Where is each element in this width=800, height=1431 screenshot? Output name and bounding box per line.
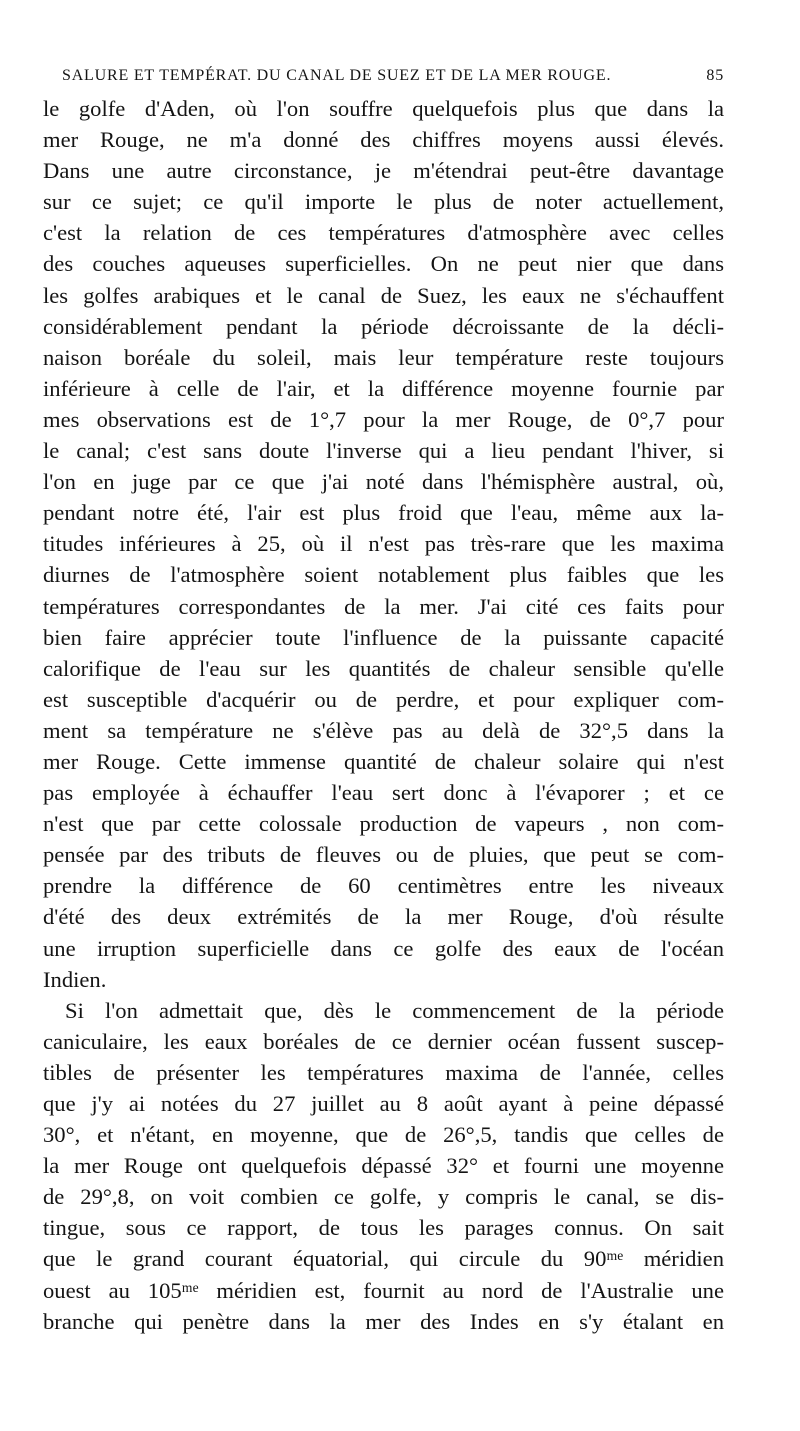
running-head bbox=[62, 64, 724, 88]
text-line: Dans une autre circonstance, je m'étendrai peut-être davantage bbox=[43, 158, 724, 184]
page-number: 85 bbox=[706, 67, 724, 84]
text-line: ment sa température ne s'élève pas au delà de 32°,5 dans la bbox=[43, 717, 724, 743]
text-line: branche qui penètre dans la mer des Indes en s'y étalant en bbox=[43, 1308, 724, 1334]
text-line: des couches aqueuses superficielles. On ne peut nier que dans bbox=[43, 251, 724, 277]
text-line: le canal; c'est sans doute l'inverse qui a lieu pendant l'hiver, si bbox=[43, 438, 724, 464]
text-line: les golfes arabiques et le canal de Suez, les eaux ne s'échauffent bbox=[43, 282, 724, 308]
text-line: que j'y ai notées du 27 juillet au 8 août ayant à peine dépassé bbox=[43, 1091, 724, 1116]
text-line: mer Rouge. Cette immense quantité de chaleur solaire qui n'est bbox=[43, 748, 724, 774]
text-line: c'est la relation de ces températures d'atmosphère avec celles bbox=[43, 220, 724, 246]
text-line: mer Rouge, ne m'a donné des chiffres moyens aussi élevés. bbox=[43, 127, 724, 153]
text-line: pensée par des tributs de fleuves ou de pluies, que peut se com- bbox=[43, 842, 724, 868]
text-line: ouest au 105ᵐᵉ méridien est, fournit au nord de l'Australie une bbox=[43, 1277, 724, 1303]
text-line: diurnes de l'atmosphère soient notablement plus faibles que les bbox=[43, 562, 724, 588]
text-line: sur ce sujet; ce qu'il importe le plus de noter actuellement, bbox=[43, 189, 724, 215]
text-line: tibles de présenter les températures maxima de l'année, celles bbox=[43, 1059, 724, 1085]
text-line: titudes inférieures à 25, où il n'est pas très-rare que les maxima bbox=[43, 531, 724, 557]
text-line: tingue, sous ce rapport, de tous les parages connus. On sait bbox=[43, 1215, 724, 1241]
text-line: une irruption superficielle dans ce golfe des eaux de l'océan bbox=[43, 935, 724, 961]
text-line: prendre la différence de 60 centimètres entre les niveaux bbox=[43, 873, 724, 899]
text-line: Si l'on admettait que, dès le commencement de la période bbox=[65, 997, 724, 1023]
text-line: est susceptible d'acquérir ou de perdre, et pour expliquer com- bbox=[43, 686, 724, 712]
text-line: bien faire apprécier toute l'influence de la puissante capacité bbox=[43, 624, 724, 650]
text-line: caniculaire, les eaux boréales de ce dernier océan fussent suscep- bbox=[43, 1028, 724, 1054]
text-line: d'été des deux extrémités de la mer Rouge, d'où résulte bbox=[43, 904, 724, 930]
text-line: inférieure à celle de l'air, et la différence moyenne fournie par bbox=[43, 375, 724, 401]
text-line: le golfe d'Aden, où l'on souffre quelquefois plus que dans la bbox=[43, 96, 724, 121]
text-line: pas employée à échauffer l'eau sert donc à l'évaporer ; et ce bbox=[43, 780, 724, 806]
text-line: mes observations est de 1°,7 pour la mer Rouge, de 0°,7 pour bbox=[43, 406, 724, 432]
body-text bbox=[43, 93, 724, 1337]
text-line: considérablement pendant la période décroissante de la décli- bbox=[43, 313, 724, 339]
text-line: pendant notre été, l'air est plus froid que l'eau, même aux la- bbox=[43, 500, 724, 526]
text-line: de 29°,8, on voit combien ce golfe, y compris le canal, se dis- bbox=[43, 1184, 724, 1210]
text-line: naison boréale du soleil, mais leur température reste toujours bbox=[43, 344, 724, 370]
paragraph bbox=[43, 995, 724, 1337]
text-line: 30°, et n'étant, en moyenne, que de 26°,5, tandis que celles de bbox=[43, 1122, 724, 1148]
text-line: températures correspondantes de la mer. J'ai cité ces faits pour bbox=[43, 593, 724, 619]
text-line: que le grand courant équatorial, qui circule du 90ᵐᵉ méridien bbox=[43, 1246, 724, 1272]
text-line: n'est que par cette colossale production de vapeurs , non com- bbox=[43, 811, 724, 837]
text-line: l'on en juge par ce que j'ai noté dans l'hémisphère austral, où, bbox=[43, 469, 724, 495]
paragraph bbox=[43, 93, 724, 995]
running-title: SALURE ET TEMPÉRAT. DU CANAL DE SUEZ ET DE LA MER ROUGE. bbox=[62, 67, 612, 84]
text-line: calorifique de l'eau sur les quantités de chaleur sensible qu'elle bbox=[43, 655, 724, 681]
text-line: la mer Rouge ont quelquefois dépassé 32° et fourni une moyenne bbox=[43, 1153, 724, 1179]
text-line: Indien. bbox=[43, 966, 107, 992]
